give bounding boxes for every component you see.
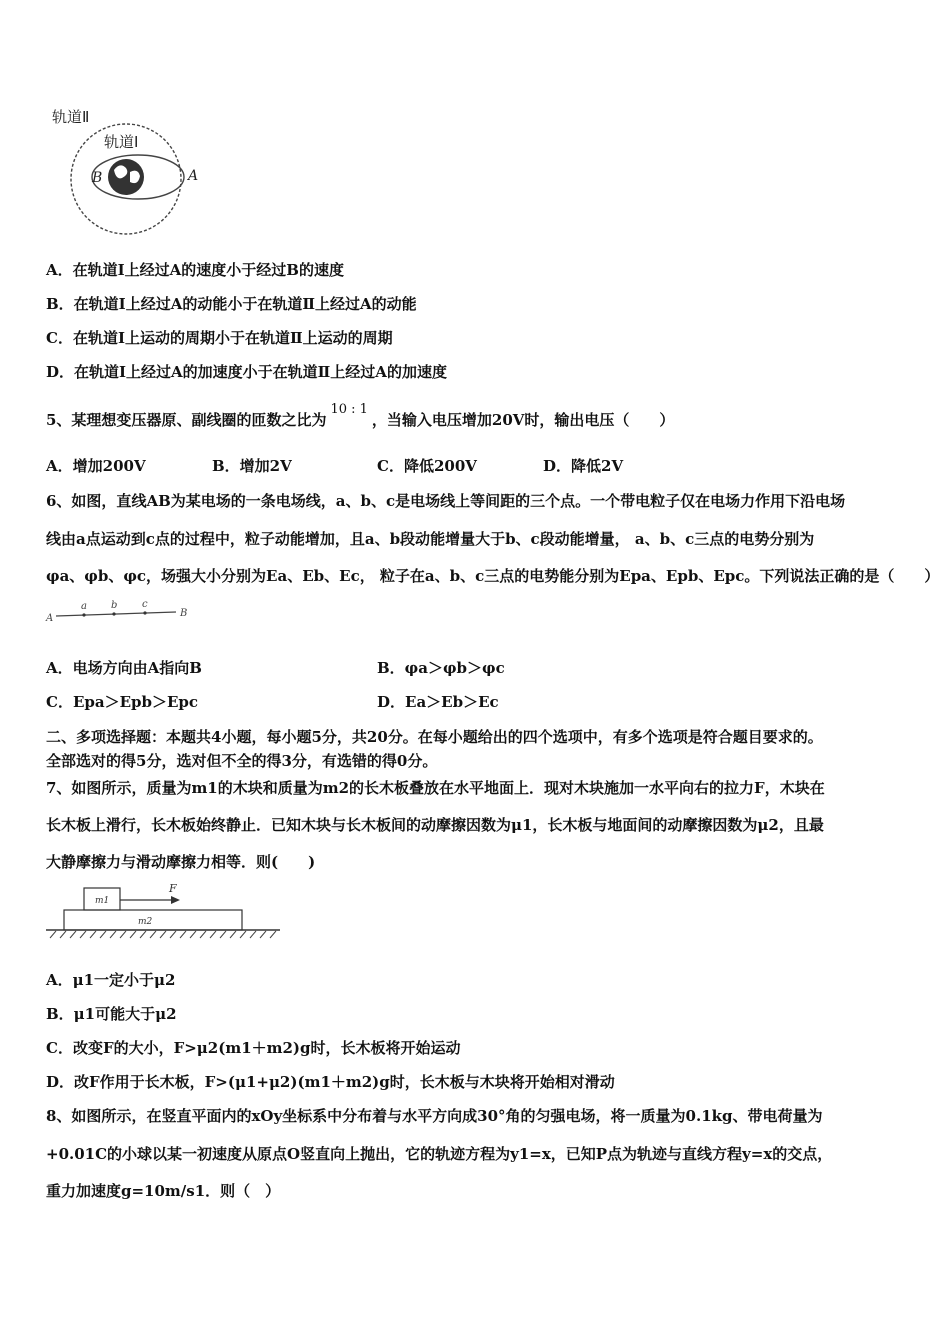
q4-option-c: C．在轨道Ⅰ上运动的周期小于在轨道Ⅱ上运动的周期 xyxy=(46,329,393,347)
q4-option-d: D．在轨道Ⅰ上经过A的加速度小于在轨道Ⅱ上经过A的加速度 xyxy=(46,363,447,381)
fig-label-b: b xyxy=(111,600,118,611)
q6-option-d: D．Ea＞Eb＞Ec xyxy=(377,693,499,711)
q5-option-b: B．增加2V xyxy=(212,457,292,475)
q4-option-a: A．在轨道Ⅰ上经过A的速度小于经过B的速度 xyxy=(46,261,344,279)
fig-label-c: c xyxy=(142,599,148,610)
q7-stem-line1: 7、如图所示，质量为m1的木块和质量为m2的长木板叠放在水平地面上．现对木块施加一水平向右的拉力F，木块在 xyxy=(46,779,825,797)
fig-label-F: F xyxy=(169,882,177,895)
q7-option-d: D．改F作用于长木板，F>(μ1+μ2)(m1＋m2)g时，长木板与木块将开始相对滑动 xyxy=(46,1073,615,1091)
q5-stem-a: 5、某理想变压器原、副线圈的匝数之比为 xyxy=(46,411,327,429)
q6-option-b: B．φa＞φb＞φc xyxy=(377,659,505,677)
fig-label-a: a xyxy=(81,601,87,612)
q6-option-a: A．电场方向由A指向B xyxy=(46,659,202,677)
board-m2 xyxy=(64,910,242,930)
q5-stem-b: ，当输入电压增加20V时，输出电压（ ） xyxy=(371,411,675,429)
fig-label-A: A xyxy=(46,613,54,624)
section2-line1: 二、多项选择题：本题共4小题，每小题5分，共20分。在每小题给出的四个选项中，有多个选项是符合题目要求的。 xyxy=(46,728,823,746)
field-line-figure xyxy=(44,598,194,626)
q5-stem xyxy=(46,402,675,432)
q8-stem-line3: 重力加速度g=10m/s1．则（ ） xyxy=(46,1182,281,1200)
fig-label-m1: m1 xyxy=(95,896,110,906)
orbit1-label: 轨道Ⅰ xyxy=(104,133,139,151)
q5-option-a: A．增加200V xyxy=(46,457,146,475)
q8-stem-line2: +0.01C的小球以某一初速度从原点O竖直向上抛出，它的轨迹方程为y1=x，已知P点为轨迹与直线方程y=x的交点， xyxy=(46,1145,833,1163)
q8-stem-line1: 8、如图所示，在竖直平面内的xOy坐标系中分布着与水平方向成30°角的匀强电场，将一质量为0.1kg、带电荷量为 xyxy=(46,1107,823,1125)
fig-label-B: B xyxy=(180,608,188,619)
q5-option-c: C．降低200V xyxy=(377,457,477,475)
q7-option-a: A．μ1一定小于μ2 xyxy=(46,971,176,989)
q7-option-b: B．μ1可能大于μ2 xyxy=(46,1005,177,1023)
point-a-label: A xyxy=(188,168,199,184)
section2-line2: 全部选对的得5分，选对但不全的得3分，有选错的得0分。 xyxy=(46,752,438,770)
q6-option-c: C．Epa＞Epb＞Epc xyxy=(46,693,199,711)
orbit-figure xyxy=(46,100,216,245)
fig-label-m2: m2 xyxy=(138,917,153,927)
q7-stem-line2: 长木板上滑行，长木板始终静止．已知木块与长木板间的动摩擦因数为μ1，长木板与地面间的动摩擦因数为μ2，且最 xyxy=(46,816,824,834)
q6-stem-line1: 6、如图，直线AB为某电场的一条电场线，a、b、c是电场线上等间距的三个点。一个带电粒子仅在电场力作用下沿电场 xyxy=(46,492,846,510)
q4-option-b: B．在轨道Ⅰ上经过A的动能小于在轨道Ⅱ上经过A的动能 xyxy=(46,295,417,313)
q6-stem-line3: φa、φb、φc，场强大小分别为Ea、Eb、Ec， 粒子在a、b、c三点的电势能分别为Epa、Epb、Epc。下列说法正确的是（ ） xyxy=(46,567,940,585)
q7-stem-line3: 大静摩擦力与滑动摩擦力相等．则( ) xyxy=(46,853,316,871)
block-board-figure xyxy=(44,880,284,940)
q5-ratio: 10 : 1 xyxy=(330,402,368,417)
orbit2-label: 轨道Ⅱ xyxy=(52,108,90,126)
q7-option-c: C．改变F的大小，F>μ2(m1＋m2)g时，长木板将开始运动 xyxy=(46,1039,461,1057)
point-b-label: B xyxy=(92,170,103,186)
q6-stem-line2: 线由a点运动到c点的过程中，粒子动能增加，且a、b段动能增量大于b、c段动能增量， a、b、c三点的电势分别为 xyxy=(46,530,815,548)
q5-option-d: D．降低2V xyxy=(543,457,624,475)
